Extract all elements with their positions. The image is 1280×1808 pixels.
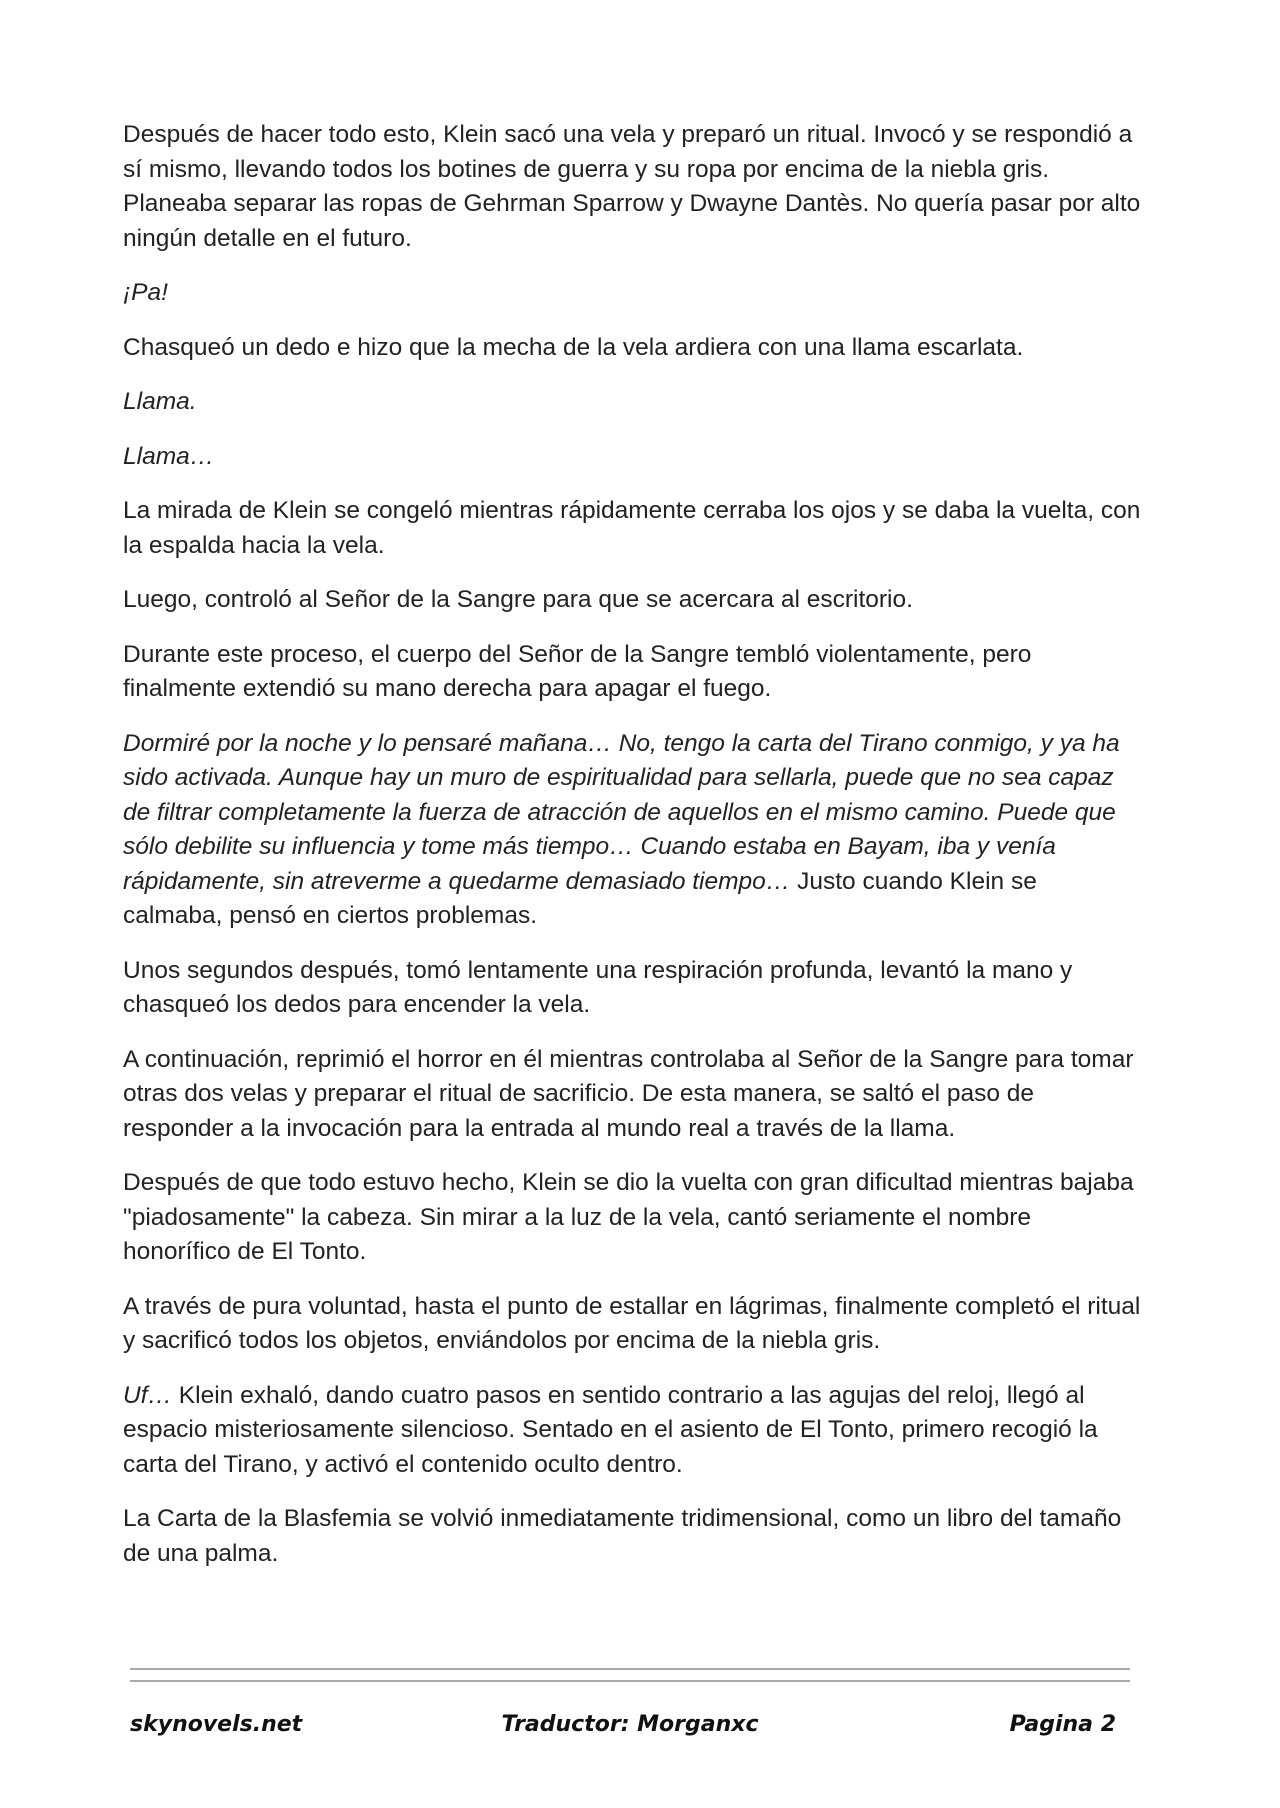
paragraph-8: Durante este proceso, el cuerpo del Señor de la Sangre tembló violentamente, pero finalmente extendió su mano derecha para apagar el fuego. — [123, 640, 1032, 702]
paragraph-1: Después de hacer todo esto, Klein sacó una vela y preparó un ritual. Invocó y se respondió a sí mismo, llevando todos los botines de guerra y su ropa por encima de la niebla gris. Planeaba separar las ropas de Gehrman Sparrow y Dwayne Dantès. No quería pasar por alto ningún detalle en el futuro. — [123, 121, 1141, 252]
page-footer — [130, 1712, 1130, 1746]
paragraph-5-sound: Llama… — [123, 442, 215, 470]
footer-divider-top — [130, 1668, 1130, 1670]
paragraph-9-text: Justo cuando Klein se calmaba, pensó en ciertos problemas. — [123, 867, 1037, 929]
footer-divider-bottom — [130, 1680, 1130, 1682]
paragraph-9 — [123, 727, 1143, 934]
paragraph-14-text: Klein exhaló, dando cuatro pasos en sentido contrario a las agujas del reloj, llegó al espacio misteriosamente silencioso. Sentado en el asiento de El Tonto, primero recogió la carta del Tirano, y activó el contenido oculto dentro. — [123, 1381, 1098, 1478]
footer-site: skynovels.net — [130, 1712, 303, 1737]
paragraph-10: Unos segundos después, tomó lentamente una respiración profunda, levantó la mano y chasqueó los dedos para encender la vela. — [123, 956, 1073, 1018]
paragraph-12: Después de que todo estuvo hecho, Klein se dio la vuelta con gran dificultad mientras bajaba "piadosamente" la cabeza. Sin mirar a la luz de la vela, cantó seriamente el nombre honorífico de El Tonto. — [123, 1169, 1134, 1265]
footer-translator: Traductor: Morganxc — [501, 1712, 759, 1737]
footer-page-number: Pagina 2 — [1009, 1712, 1116, 1737]
page-body — [123, 118, 1143, 1591]
paragraph-13: A través de pura voluntad, hasta el punto de estallar en lágrimas, finalmente completó el ritual y sacrificó todos los objetos, enviándolos por encima de la niebla gris. — [123, 1292, 1141, 1354]
paragraph-4-sound: Llama. — [123, 388, 197, 415]
paragraph-15: La Carta de la Blasfemia se volvió inmediatamente tridimensional, como un libro del tamaño de una palma. — [123, 1505, 1122, 1567]
paragraph-9-thought: Dormiré por la noche y lo pensaré mañana… No, tengo la carta del Tirano conmigo, y ya ha sido activada. Aunque hay un muro de espiritualidad para sellarla, puede que no sea capaz de filtrar completamente la fuerza de atracción de aquellos en el mismo camino. Puede que sólo debilite su influencia y tome más tiempo… Cuando estaba en Bayam, iba y venía rápidamente, sin atreverme a quedarme demasiado tiempo… — [123, 729, 1120, 895]
paragraph-6: La mirada de Klein se congeló mientras rápidamente cerraba los ojos y se daba la vuelta, con la espalda hacia la vela. — [123, 497, 1141, 559]
paragraph-11: A continuación, reprimió el horror en él mientras controlaba al Señor de la Sangre para tomar otras dos velas y preparar el ritual de sacrificio. De esta manera, se saltó el paso de responder a la invocación para la entrada al mundo real a través de la llama. — [123, 1045, 1134, 1142]
paragraph-7: Luego, controló al Señor de la Sangre para que se acercara al escritorio. — [123, 586, 913, 613]
paragraph-14 — [123, 1379, 1143, 1483]
paragraph-14-sound: Uf… — [123, 1381, 172, 1409]
paragraph-3: Chasqueó un dedo e hizo que la mecha de la vela ardiera con una llama escarlata. — [123, 333, 1024, 361]
paragraph-2-sound: ¡Pa! — [123, 279, 168, 306]
